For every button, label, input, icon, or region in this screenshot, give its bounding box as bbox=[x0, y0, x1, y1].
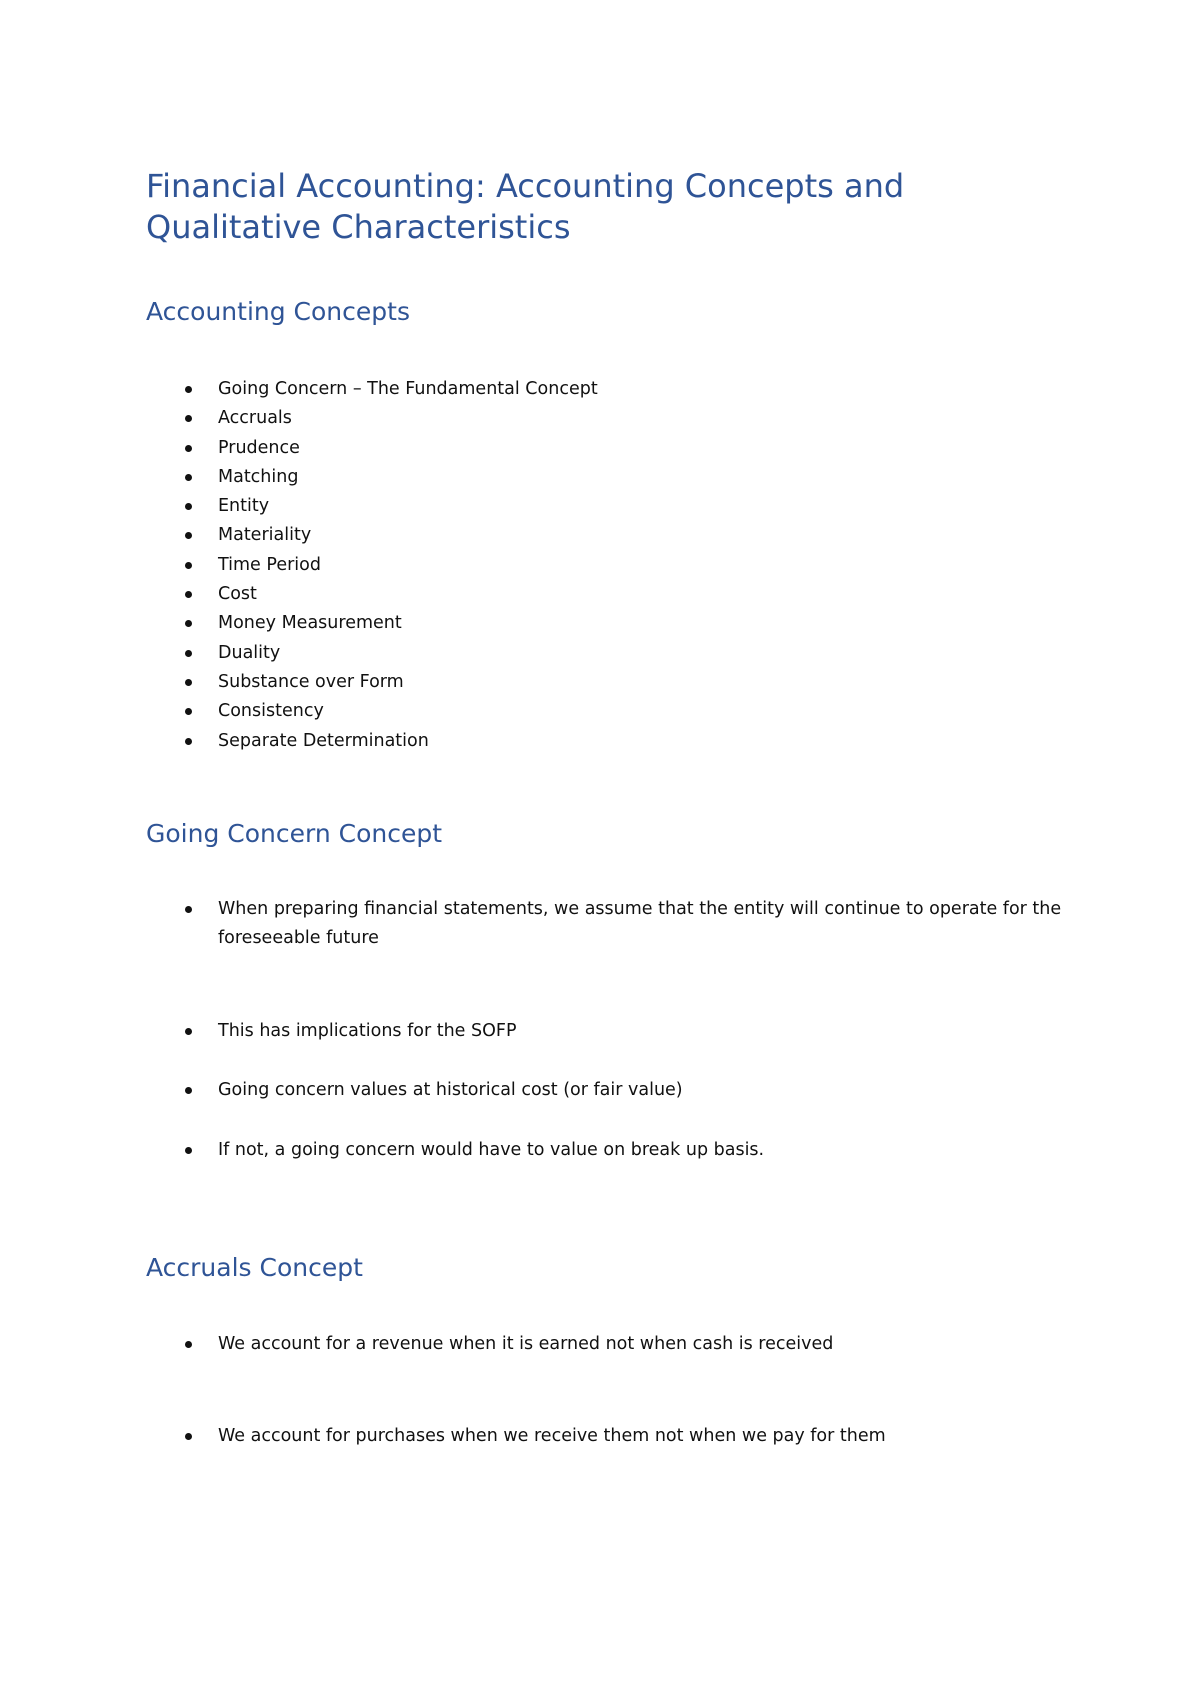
section-heading-going-concern: Going Concern Concept bbox=[146, 819, 443, 848]
list-item bbox=[0, 639, 1068, 668]
bullet-icon bbox=[185, 386, 192, 393]
list-item-text: If not, a going concern would have to value on break up basis. bbox=[218, 1139, 765, 1160]
bullet-icon bbox=[185, 532, 192, 539]
list-item-text: This has implications for the SOFP bbox=[218, 1021, 517, 1041]
list-item bbox=[0, 1330, 1068, 1359]
list-item-text: Prudence bbox=[218, 437, 300, 458]
list-item bbox=[0, 404, 1068, 433]
list-item-text: Separate Determination bbox=[218, 730, 429, 751]
bullet-icon bbox=[185, 708, 192, 715]
list-item bbox=[0, 727, 1068, 756]
list-item-text: Substance over Form bbox=[218, 671, 404, 692]
accounting-concepts-list bbox=[0, 375, 1068, 756]
list-item-text: Going concern values at historical cost (or fair value) bbox=[218, 1080, 683, 1101]
list-item bbox=[0, 1017, 1068, 1046]
document-title: Financial Accounting: Accounting Concepts and Qualitative Characteristics bbox=[146, 167, 905, 246]
bullet-icon bbox=[185, 1433, 192, 1440]
list-item bbox=[0, 551, 1068, 580]
accruals-list-continued bbox=[0, 1422, 1068, 1451]
bullet-icon bbox=[185, 1087, 192, 1094]
list-item-text: Duality bbox=[218, 642, 281, 663]
bullet-icon bbox=[185, 650, 192, 657]
list-item bbox=[0, 1076, 1068, 1105]
bullet-icon bbox=[185, 474, 192, 481]
list-item-text: Consistency bbox=[218, 701, 324, 722]
list-item-text: Entity bbox=[218, 496, 270, 517]
accruals-list bbox=[0, 1330, 1068, 1359]
list-item-text: Money Measurement bbox=[218, 613, 402, 634]
list-item bbox=[0, 668, 1068, 697]
list-item-text: Time Period bbox=[218, 554, 321, 575]
bullet-icon bbox=[185, 1028, 192, 1035]
list-item bbox=[0, 580, 1068, 609]
bullet-icon bbox=[185, 906, 192, 913]
bullet-icon bbox=[185, 620, 192, 627]
list-item-text: Materiality bbox=[218, 525, 312, 546]
list-item bbox=[0, 521, 1068, 550]
going-concern-list bbox=[0, 895, 1068, 954]
list-item bbox=[0, 1136, 1068, 1165]
bullet-icon bbox=[185, 415, 192, 422]
list-item-text: We account for a revenue when it is earned not when cash is received bbox=[218, 1334, 834, 1354]
list-item bbox=[0, 434, 1068, 463]
list-item-text: Cost bbox=[218, 584, 257, 605]
list-item bbox=[0, 492, 1068, 521]
list-item bbox=[0, 895, 1068, 954]
bullet-icon bbox=[185, 503, 192, 510]
section-heading-accruals: Accruals Concept bbox=[146, 1253, 363, 1282]
list-item-text: When preparing financial statements, we assume that the entity will continue to operate for the foreseeable future bbox=[218, 899, 1062, 949]
bullet-icon bbox=[185, 1341, 192, 1348]
bullet-icon bbox=[185, 445, 192, 452]
list-item bbox=[0, 1422, 1068, 1451]
bullet-icon bbox=[185, 679, 192, 686]
bullet-icon bbox=[185, 591, 192, 598]
list-item-text: We account for purchases when we receive them not when we pay for them bbox=[218, 1426, 886, 1446]
list-item bbox=[0, 463, 1068, 492]
list-item-text: Going Concern – The Fundamental Concept bbox=[218, 379, 598, 399]
list-item-text: Accruals bbox=[218, 408, 292, 429]
section-heading-accounting-concepts: Accounting Concepts bbox=[146, 297, 410, 326]
bullet-icon bbox=[185, 562, 192, 569]
list-item bbox=[0, 609, 1068, 638]
list-item bbox=[0, 375, 1068, 404]
list-item bbox=[0, 697, 1068, 726]
bullet-icon bbox=[185, 738, 192, 745]
bullet-icon bbox=[185, 1147, 192, 1154]
list-item-text: Matching bbox=[218, 466, 299, 487]
going-concern-list-continued bbox=[0, 1017, 1068, 1195]
